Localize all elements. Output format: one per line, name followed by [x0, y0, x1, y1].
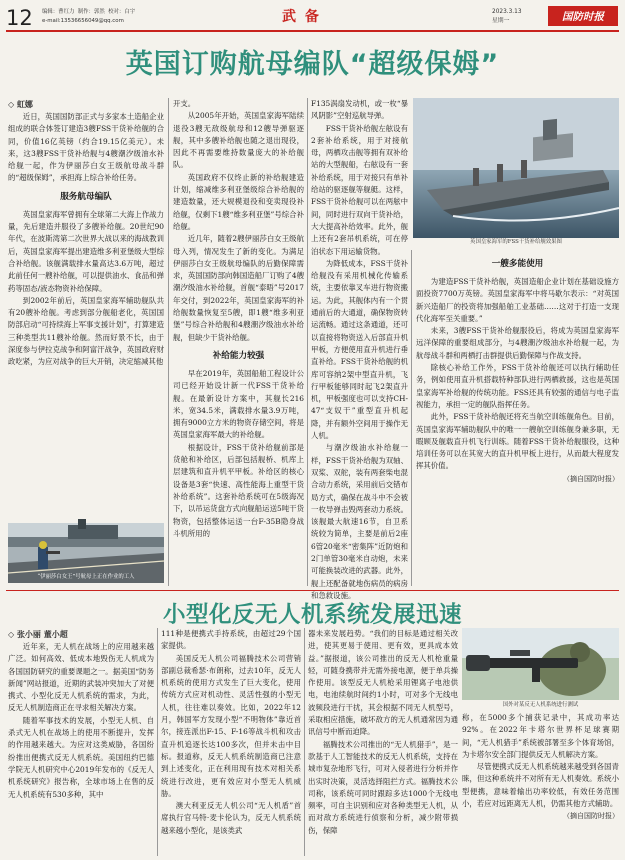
subheading-fleet-service: 服务航母编队 [60, 191, 112, 202]
article2-headline: 小型化反无人机系统发展迅速 [162, 602, 462, 628]
weekday: 星期一 [492, 18, 510, 24]
article2-source: （摘自国防时报） [563, 812, 619, 821]
paragraph: 近日，英国国防部正式与多家本土造船企业组成的联合体签订建造3艘FSS干货补给舰的合同，价值16亿英镑（约合19.15亿美元）。未来，这3艘FSS干货补给舰与4艘潮汐级油水补给舰一起，作为伊丽莎白女王级航母战斗群的“超级保姆”，承担海上综合补给任务。 [8, 112, 164, 183]
editor-credits [42, 8, 135, 26]
paragraph: 从2005年开始，英国皇家海军陆续退役3艘无敌级航母和12艘导弹驱逐舰，其中多艘补给舰也随之退出现役，因此不再需要维持数量庞大的补给舰队。 [173, 111, 304, 170]
article1-column-1 [8, 98, 164, 523]
column-divider [411, 250, 412, 586]
article2-column-2 [161, 628, 301, 856]
column-divider [168, 98, 169, 586]
fss-ship-image [413, 98, 619, 238]
article-separator [6, 590, 619, 591]
paragraph: 早在2019年，英国船舶工程设计公司已经开始设计新一代FSS干货补给舰。在最新设计方案中，其舰长216米，宽34.5米，满载排水量3.9万吨，拥有9000立方米的物资存储空间，将是英国皇家海军最大的补给舰。 [173, 368, 304, 440]
article2-column-3 [308, 628, 458, 856]
photo2-caption: 国外对某反无人机系统进行测试 [502, 702, 579, 708]
paragraph: 称，在5000多个捕获记录中，其成功率达92%。在2022年卡塔尔世界杯足球赛期间，“无人机猎手”系统被部署至多个体育场馆，为卡塔尔安全部门提供反无人机解决方案。 [462, 713, 619, 759]
subheading-multi-use: 一艘多能使用 [491, 259, 544, 269]
paragraph: 开支。 [173, 99, 196, 108]
paragraph: 与潮汐级油水补给舰一样，FSS干货补给舰为双轴、双桨、双舵，装有两套柴电混合动力系统，采用前后交错布局方式，确保在战斗中不会被一枚导弹击毁两套动力系统。该舰最大航速16节，自卫系统较为简单，主要是前后2座6管20毫米“密集阵”近防炮和2门单管30毫米自动炮，未来可能换装改进的武器。此外，舰上还配备就地伤病员的病房和急救设施。 [311, 443, 408, 600]
ship-render-photo [413, 98, 619, 246]
paragraph: 英国政府不仅终止新的补给舰建造计划，缩减维多利亚堡级综合补给舰的建造数量，还大规模退役和变卖现役补给舰，仅剩下1艘“维多利亚堡”号综合补给舰。 [173, 172, 304, 231]
article2-byline: ◇ 张小丽 董小超 [8, 630, 68, 639]
article1-byline: ◇ 虹娜 [8, 100, 33, 109]
paragraph: 近几年，随着2艘伊丽莎白女王级航母入列，情况发生了新的变化。为满足伊丽莎白女王级航母编队的后勤保障需求，英国国防部向韩国造船厂订购了4艘潮汐级油水补给舰，首舰“泰晤”号2017年交付，到2022年，英国皇家海军的补给舰数量恢复至5艘，即1艘“维多利亚堡”号综合补给舰和4艘潮汐级油水补给舰，但缺少干货补给舰。 [173, 234, 304, 342]
article2-column-4 [462, 712, 619, 856]
date-value: 2023.3.13 [492, 9, 522, 15]
editor-email: e-mail:13536656049@qq.com [42, 18, 124, 24]
carrier-deck-photo [8, 523, 164, 583]
paragraph: 近年来，无人机在战场上的应用越来越广泛。如何高效、低成本地毁伤无人机成为各国国防研究的重要课题之一。据美国“防务新闻”网站报道，近期的武装冲突加大了对便携式、小型化反无人机系统的需求，为此，反无人机制造商正在寻求相关解决方案。 [8, 642, 154, 713]
page-number: 12 [6, 6, 33, 30]
photo1-caption: “伊丽莎白女王”号航母上正在作业的工人 [37, 574, 135, 580]
paragraph: 尽管便携式反无人机系统越来越受到各国青睐，但这种系统并不对所有无人机奏效。系统小型便携，意味着输出功率较低，有效任务范围小，若应对远距离无人机，仍需其他方式辅助。 [462, 762, 619, 809]
paragraph: F135涡扇发动机，或一枚“暴风阴影”空射巡航导弹。 [311, 99, 408, 121]
paragraph: 为建造FSS干货补给舰，英国造船企业计划在基础设施方面投资7700万英镑。英国皇家海军中将马歇尔表示：“对英国新兴造船厂的投资将加强船舶工业基础……这对于打造一支现代化海军至关重要。” [416, 277, 619, 323]
paragraph: 福腾技术公司推出的“无人机猎手”，是一款基于人工智能技术的反无人机系统，支持在城市复杂地形飞行，可对入侵者进行分析并作出实时决策，灵活选择阻拦方式。福腾技术公司称，该系统可同时跟踪多达1000个无线电频率，可自主识别和应对各种类型无人机，从而对敌方系统进行侦察和分析，减少附带损伤，保障 [308, 739, 458, 835]
paragraph: 随着军事技术的发展，小型无人机、自杀式无人机在战场上的使用不断提升，发挥的作用越来越大。为应对这类威胁，各国纷纷推出便携式反无人机系统。美国纽约巴德学院无人机研究中心2019年发布的《反无人机系统研究》报告称，全球市场上在售的反无人机系统有530多种，其中 [8, 715, 154, 799]
article1-column-4 [416, 256, 619, 586]
paragraph: 除核心补给工作外，FSS干货补给舰还可以执行辅助任务，例如使用直升机搭载特种部队进行两栖救援，这也是英国皇家海军补给舰的传统功能。FSS还具有较强的通信与电子监视能力，承担一定的舰队指挥任务。 [416, 363, 619, 409]
article1-column-3 [311, 98, 408, 600]
article1-headline: 英国订购航母编队“超级保姆” [125, 49, 500, 80]
newspaper-logo: 国防时报 [548, 6, 618, 26]
paragraph: 为降低成本，FSS干货补给舰没有采用机械化传输系统，主要依靠叉车进行物资搬运。为此，其舰体内有一个贯通前后的大通道，确保物资转运流畅。通过这条通道，还可以直接将物资送入后部直升机甲板，方便使用直升机进行垂直补给。FSS干货补给舰的机库可容纳2架中型直升机，飞行甲板能够同时起飞2架直升机，甲板强度也可以支持CH-47“支奴干”重型直升机起降，并有额外空间用于操作无人机。 [311, 258, 408, 441]
render-caption: 英国皇家海军的FSS干货补给舰效果图 [470, 239, 562, 245]
column-divider [157, 628, 158, 856]
column-divider [307, 98, 308, 586]
column-divider [304, 628, 305, 856]
paragraph: FSS干货补给舰左舷设有2套补给系统，用于对接航母，两栖攻击舰等拥有双补给站的大型舰船，右舷设有一套补给系统，用于对接只有单补给站的驱逐舰等舰艇。这样，FSS干货补给舰可以在两舷中间，同时进行双向干货补给，大大提高补给效率。此外，舰上还有2套吊机系统，可在停泊状态下用运输货物。 [311, 123, 408, 256]
section-title: 武 备 [282, 9, 321, 25]
editor-line: 编辑：曹红力 制作：郭然 校对：白宇 [42, 9, 136, 15]
paragraph: 111种是便携式手持系统，由超过29个国家提供。 [161, 629, 301, 651]
paragraph: 器未来发展趋势。“我们的目标是通过相关改进，使其更易于使用、更有效，更具成本效益。”据报道，该公司推出的反无人机枪重量轻，可随身携带并无需外接电源，便于单兵操作使用。该型反无人机枪采用锂离子电池供电，电池续航时间约1小时，可对多个无线电波频段进行干扰，其会根据不同无人机型号，采取相应措施，破坏敌方的无人机通常因为通讯信号中断而迫降。 [308, 629, 458, 737]
paragraph: 此外，FSS干货补给舰还将充当航空训练舰角色。目前，英国皇家海军辅助舰队中的唯一一艘航空训练舰身兼多职，无暇顾及舰载直升机飞行训练。随着FSS干货补给舰服役，这种培训任务可以在其宽大的直升机甲板上进行，从而最大程度发挥其价值。 [416, 412, 619, 471]
header-rule [6, 30, 619, 32]
paragraph: 到2002年前后，英国皇家海军辅助舰队共有20艘补给舰。考虑到部分舰船老化，英国国防部启动“可持续海上军事支援计划”，打算建造三种类型共11艘补给舰。然而好景不长，由于深度参与伊拉克战争和阿富汗战争，英国政府财政吃紧，为应对战争的巨大开销，决定缩减其他 [8, 295, 164, 367]
article1-source: （摘自国防时报） [563, 474, 619, 483]
issue-date [492, 8, 522, 26]
paragraph: 根据设计，FSS干货补给舰前部是货舱和补给区，后部包括舰桥、机库上层建筑和直升机平甲板。补给区的核心设备是3套“快速、高性能海上重型干货补给系统”。这套补给系统可在5级海况下，以吊运货盘方式向舰船运送5吨干货物资，包括整体运送一台F-35B隐身战斗机所用的 [173, 442, 304, 538]
anti-drone-gun-image [462, 628, 619, 700]
paragraph: 未来，3艘FSS干货补给舰服役后，将成为英国皇家海军远洋保障的重要组成部分，与4艘潮汐级油水补给舰一起，为航母战斗群和两栖打击群提供后勤保障与作战支持。 [416, 326, 619, 360]
paragraph: 澳大利亚反无人机公司“无人机盾”首席执行官马特·麦卡伦认为，反无人机系统越来越小型化，是该类武 [161, 801, 301, 835]
paragraph: 美国反无人机公司福腾技术公司营销部副总裁希瑟·布朗称，过去10年，反无人机系统的使用方式发生了巨大变化，使用传统方式应对机动性、灵活性强的小型无人机，往往难以奏效。比如，2022年12月，韩国军方发现小型“不明物体”靠近首尔，接连派出F-15、F-16等战斗机和攻击直升机追逐长达100多次，但并未击中目标。报道称，反无人机系统制造商已注意到上述变化，正在利用现有技术对相关系统进行改进，更有效应对小型无人机威胁。 [161, 653, 301, 798]
anti-drone-photo [462, 628, 619, 711]
subheading-supply-capacity: 补给能力较强 [212, 350, 265, 361]
article1-column-2 [173, 98, 304, 586]
paragraph: 英国皇家海军曾拥有全球第二大海上作战力量，先后建造并服役了多艘补给舰。20世纪90年代，在波斯湾第二次世界大战以来的海战教训后，英国皇家海军提出建造维多利亚堡级大型综合补给舰。该舰满载排水量高达3.6万吨，超过此前任何一艘补给舰，可以提供油水、食品和弹药等固态/液态物资补给保障。 [8, 209, 164, 293]
article2-column-1 [8, 628, 154, 856]
